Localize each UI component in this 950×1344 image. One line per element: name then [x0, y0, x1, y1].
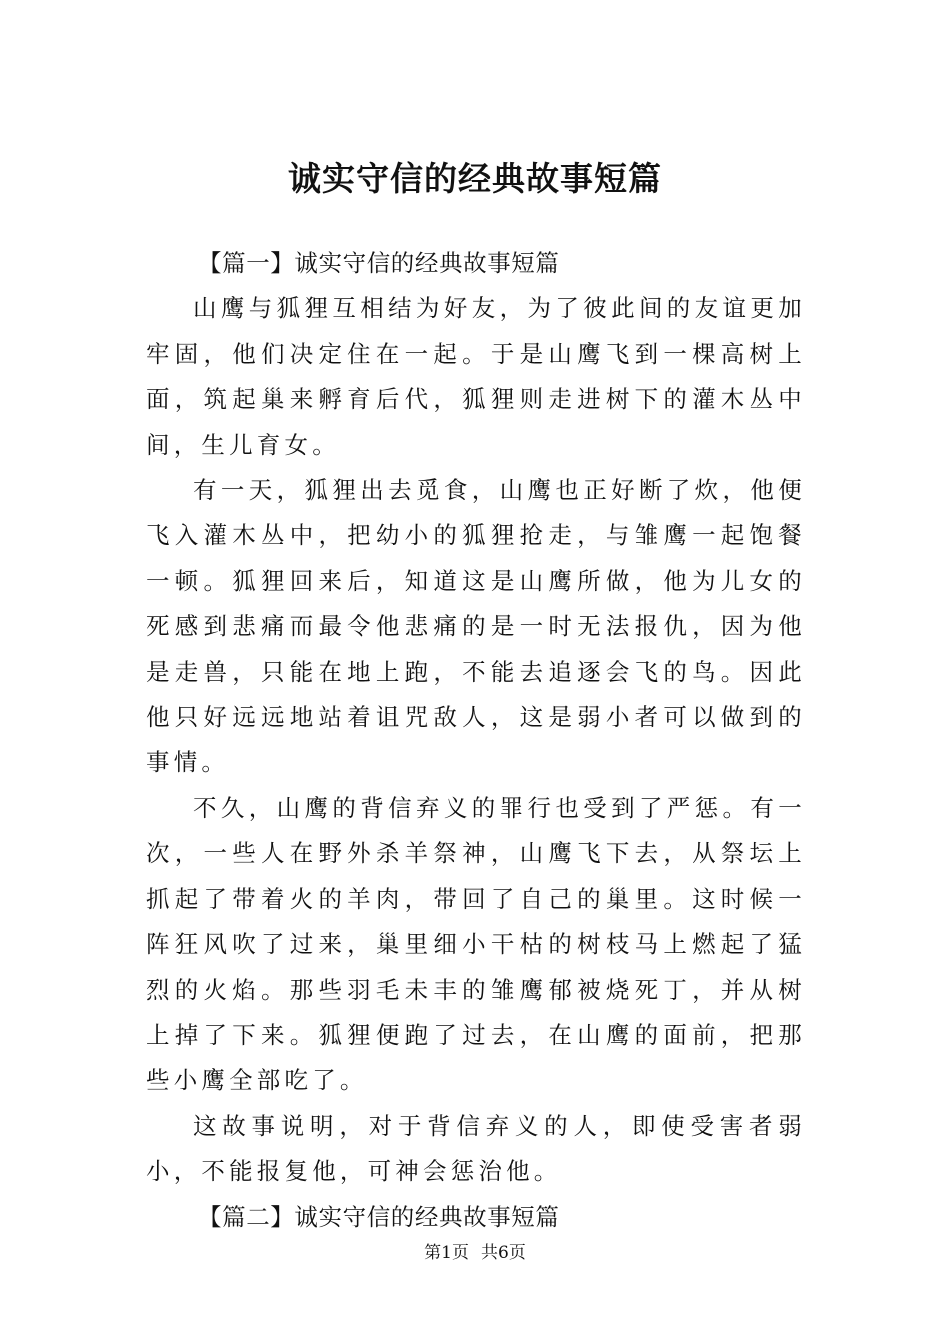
body-paragraph: 有一天，狐狸出去觅食，山鹰也正好断了炊，他便飞入灌木丛中，把幼小的狐狸抢走，与雏鹰一起饱餐一顿。狐狸回来后，知道这是山鹰所做，他为儿女的死感到悲痛而最令他悲痛的是一时无法报仇，因为他是走兽，只能在地上跑，不能去追逐会飞的鸟。因此他只好远远地站着诅咒敌人，这是弱小者可以做到的事情。 — [146, 476, 806, 777]
body-paragraph: 山鹰与狐狸互相结为好友，为了彼此间的友谊更加牢固，他们决定住在一起。于是山鹰飞到一棵高树上面，筑起巢来孵育后代，狐狸则走进树下的灌木丛中间，生儿育女。 — [146, 294, 806, 459]
page-number: 第1页 — [424, 1243, 469, 1263]
body-paragraph: 这故事说明，对于背信弃义的人，即使受害者弱小，不能报复他，可神会惩治他。 — [146, 1111, 806, 1186]
page-title: 诚实守信的经典故事短篇 — [288, 159, 662, 199]
page-footer — [0, 1241, 950, 1265]
section-heading: 【篇一】诚实守信的经典故事短篇 — [198, 249, 560, 277]
section-heading: 【篇二】诚实守信的经典故事短篇 — [198, 1202, 560, 1231]
body-paragraph: 不久，山鹰的背信弃义的罪行也受到了严惩。有一次，一些人在野外杀羊祭神，山鹰飞下去，从祭坛上抓起了带着火的羊肉，带回了自己的巢里。这时候一阵狂风吹了过来，巢里细小干枯的树枝马上燃起了猛烈的火焰。那些羽毛未丰的雏鹰郁被烧死丁，并从树上掉了下来。狐狸便跑了过去，在山鹰的面前，把那些小鹰全部吃了。 — [146, 793, 806, 1095]
document-body — [146, 241, 806, 1240]
page-total: 共6页 — [481, 1243, 526, 1263]
